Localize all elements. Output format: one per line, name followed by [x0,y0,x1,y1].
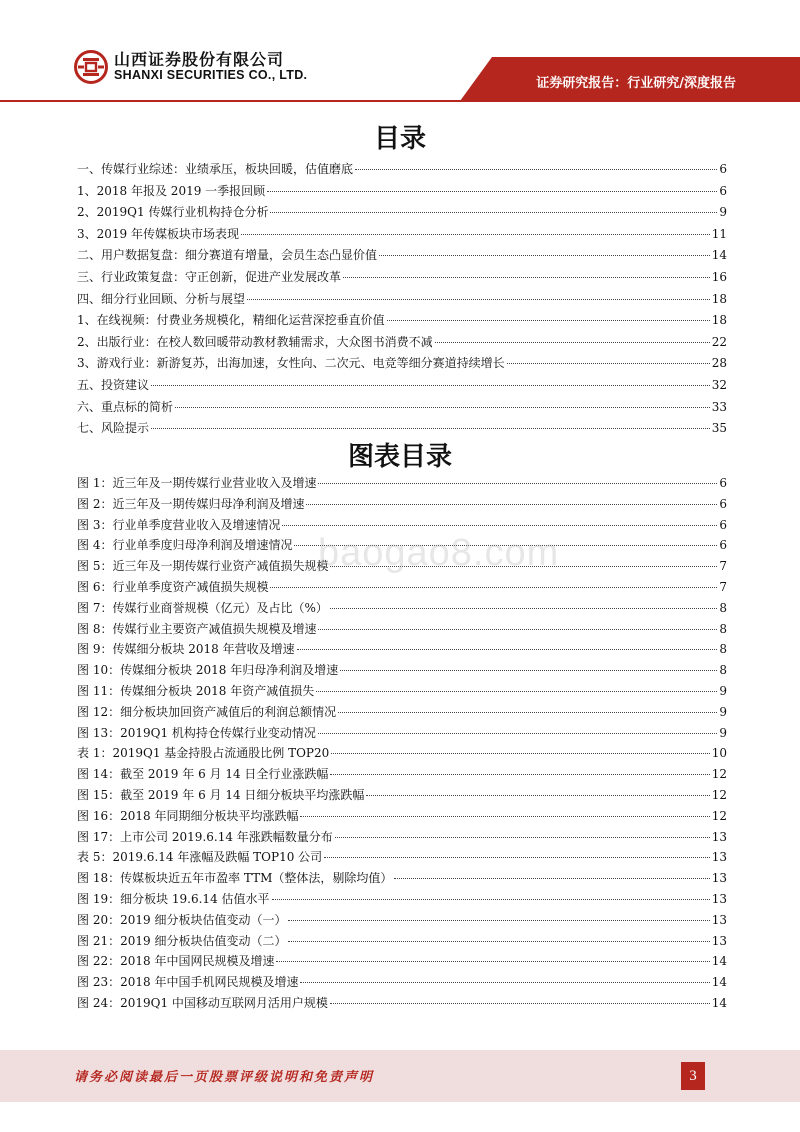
figure-entry-text: 图 1：近三年及一期传媒行业营业收入及增速 [77,476,317,490]
dot-leader [324,856,710,858]
toc-entry-text: 六、重点标的简析 [77,399,174,414]
figure-entry-page: 12 [711,808,727,823]
toc-entry-page: 11 [711,226,727,241]
dot-leader [175,406,710,408]
figure-entry[interactable] [77,869,727,890]
figure-entry[interactable] [77,807,727,828]
dot-leader [300,815,709,817]
toc-entry-text: 1、2018 年报及 2019 一季报回顾 [77,183,266,198]
figure-entry-page: 9 [719,704,727,719]
figure-entry-text: 图 12：细分板块加回资产减值后的利润总额情况 [77,704,337,719]
dot-leader [340,669,717,671]
company-name-cn: 山西证券股份有限公司 [114,50,285,70]
dot-leader [331,752,709,754]
page-header [0,0,800,100]
toc-entry-page: 33 [711,399,727,414]
dot-leader [270,211,717,213]
figure-entry-text: 图 18：传媒板块近五年市盈率 TTM（整体法，剔除均值） [77,871,393,886]
toc-entry-text: 三、行业政策复盘：守正创新，促进产业发展改革 [77,269,342,284]
figure-entry[interactable] [77,848,727,869]
figure-entry-text: 图 3：行业单季度营业收入及增速情况 [77,517,281,532]
toc-entry[interactable] [77,333,727,355]
dot-leader [316,690,717,692]
figure-entry[interactable] [77,578,727,599]
toc-entry-page: 6 [719,162,727,176]
dot-leader [330,773,709,775]
figure-entry-text: 图 7：传媒行业商誉规模（亿元）及占比（%） [77,600,328,615]
figure-entry-page: 8 [719,663,727,678]
dot-leader [272,898,710,900]
toc-entry-page: 9 [719,205,727,220]
dot-leader [318,732,717,734]
dot-leader [318,482,717,484]
figure-entry-page: 13 [711,850,727,865]
figure-entry[interactable] [77,620,727,641]
company-logo [74,50,307,84]
figure-entry-text: 图 4：行业单季度归母净利润及增速情况 [77,538,293,553]
dot-leader [507,362,710,364]
toc-entry-page: 32 [711,377,727,392]
figure-entry-text: 图 16：2018 年同期细分板块平均涨跌幅 [77,808,299,823]
dot-leader [282,524,717,526]
figure-entry-page: 6 [719,496,727,511]
figure-entry-text: 图 20：2019 细分板块估值变动（一） [77,912,287,927]
dot-leader [267,190,717,192]
figure-entry[interactable] [77,786,727,807]
figure-entry-page: 13 [711,829,727,844]
toc-entry-page: 35 [711,421,727,436]
figure-entry-page: 6 [719,476,727,490]
figure-entry[interactable] [77,932,727,953]
toc-entry[interactable] [77,311,727,333]
figure-entry[interactable] [77,890,727,911]
company-logo-icon [74,50,108,84]
figure-entry-page: 12 [711,767,727,782]
figure-entry-page: 14 [711,975,727,990]
figure-entry-text: 图 8：传媒行业主要资产减值损失规模及增速 [77,621,317,636]
toc-entry-text: 四、细分行业回顾、分析与展望 [77,291,246,306]
figure-entry-text: 图 23：2018 年中国手机网民规模及增速 [77,975,299,990]
toc-entry[interactable] [77,398,727,420]
dot-leader [241,233,710,235]
figure-entry-text: 图 6：行业单季度资产减值损失规模 [77,579,269,594]
dot-leader [151,427,710,429]
figure-entry[interactable] [77,661,727,682]
figure-entry-text: 图 24：2019Q1 中国移动互联网月活用户规模 [77,995,328,1010]
watermark: baogao8.com [318,532,560,574]
toc-entry-text: 2、出版行业：在校人数回暖带动教材教辅需求，大众图书消费不减 [77,334,433,349]
figure-entry-page: 7 [719,559,727,574]
toc-entry-page: 16 [711,269,727,284]
dot-leader [338,711,717,713]
toc-entry-text: 3、游戏行业：新游复苏，出海加速，女性向、二次元、电竞等细分赛道持续增长 [77,356,505,371]
figure-entry-text: 图 22：2018 年中国网民规模及增速 [77,954,275,969]
dot-leader [151,384,710,386]
dot-leader [435,341,710,343]
figure-entry-text: 图 11：传媒细分板块 2018 年资产减值损失 [77,683,315,698]
figure-entry-page: 10 [711,746,727,761]
figure-entry-page: 8 [719,642,727,657]
figure-entry-page: 6 [719,517,727,532]
figure-entry[interactable] [77,952,727,973]
figure-entry-page: 14 [711,995,727,1010]
dot-leader [355,168,717,170]
dot-leader [330,607,718,609]
dot-leader [276,960,709,962]
header-divider [0,100,800,102]
report-type-label: 证券研究报告：行业研究/深度报告 [536,76,736,91]
page-footer [0,1050,800,1102]
figure-entry-text: 表 1：2019Q1 基金持股占流通股比例 TOP20 [77,746,330,761]
figure-entry-page: 13 [711,871,727,886]
toc-entry-page: 6 [719,183,727,198]
figure-entry-text: 图 19：细分板块 19.6.14 估值水平 [77,891,270,906]
dot-leader [394,877,709,879]
toc-entry-text: 五、投资建议 [77,377,150,392]
figure-entry-page: 13 [711,912,727,927]
dot-leader [343,276,710,278]
dot-leader [335,836,710,838]
figure-entry[interactable] [77,724,727,745]
figure-entry-text: 图 10：传媒细分板块 2018 年归母净利润及增速 [77,663,339,678]
toc-entry-page: 18 [711,291,727,306]
toc-entry[interactable] [77,268,727,290]
toc-entry-text: 3、2019 年传媒板块市场表现 [77,226,239,241]
figure-entry-text: 图 5：近三年及一期传媒行业资产减值损失规模 [77,559,329,574]
figure-entry-page: 8 [719,600,727,615]
toc-entry-page: 14 [711,248,727,263]
toc-entry-page: 18 [711,313,727,328]
figure-entry-text: 图 17：上市公司 2019.6.14 年涨跌幅数量分布 [77,829,333,844]
figure-entry[interactable] [77,703,727,724]
figure-entry-page: 9 [719,683,727,698]
dot-leader [379,254,710,256]
figure-entry-page: 13 [711,891,727,906]
toc-entry[interactable] [77,290,727,312]
figure-entry[interactable] [77,994,727,1015]
figure-entry[interactable] [77,495,727,516]
figure-entry-text: 图 15：截至 2019 年 6 月 14 日细分板块平均涨跌幅 [77,787,365,802]
figure-entry[interactable] [77,599,727,620]
dot-leader [318,628,717,630]
figure-entry[interactable] [77,911,727,932]
dot-leader [247,298,710,300]
toc-list [77,160,727,441]
figure-entry-page: 7 [719,579,727,594]
figures-title: 图表目录 [347,442,452,472]
dot-leader [270,586,717,588]
figure-entry-page: 14 [711,954,727,969]
figure-entry[interactable] [77,828,727,849]
toc-entry[interactable] [77,246,727,268]
toc-entry-text: 一、传媒行业综述：业绩承压，板块回暖，估值磨底 [77,162,354,176]
figure-entry[interactable] [77,744,727,765]
dot-leader [330,1002,710,1004]
figure-entry[interactable] [77,640,727,661]
toc-title: 目录 [373,124,426,154]
figure-entry-page: 13 [711,933,727,948]
figure-entry-text: 图 9：传媒细分板块 2018 年营收及增速 [77,642,295,657]
toc-entry[interactable] [77,203,727,225]
figure-entry[interactable] [77,474,727,495]
figure-entry[interactable] [77,973,727,994]
toc-entry-text: 七、风险提示 [77,421,150,436]
figure-entry[interactable] [77,765,727,786]
dot-leader [306,503,717,505]
dot-leader [288,919,709,921]
toc-entry-text: 2、2019Q1 传媒行业机构持仓分析 [77,205,269,220]
toc-entry-text: 1、在线视频：付费业务规模化，精细化运营深挖垂直价值 [77,313,385,328]
figure-entry-page: 6 [719,538,727,553]
figure-entry-text: 图 2：近三年及一期传媒归母净利润及增速 [77,496,305,511]
figure-entry-page: 9 [719,725,727,740]
toc-entry-page: 22 [711,334,727,349]
toc-entry[interactable] [77,225,727,247]
toc-entry-text: 二、用户数据复盘：细分赛道有增量，会员生态凸显价值 [77,248,378,263]
toc-entry[interactable] [77,182,727,204]
figure-entry-page: 8 [719,621,727,636]
figure-entry-page: 12 [711,787,727,802]
dot-leader [366,794,709,796]
figure-entry-text: 图 14：截至 2019 年 6 月 14 日全行业涨跌幅 [77,767,329,782]
toc-entry[interactable] [77,160,727,182]
toc-entry[interactable] [77,354,727,376]
figure-entry-text: 图 13：2019Q1 机构持仓传媒行业变动情况 [77,725,316,740]
footer-disclaimer: 请务必阅读最后一页股票评级说明和免责声明 [74,1070,375,1085]
page-number: 3 [681,1062,705,1090]
company-name-en: SHANXI SECURITIES CO., LTD. [114,67,308,82]
dot-leader [297,648,718,650]
dot-leader [387,319,710,321]
toc-entry[interactable] [77,376,727,398]
figure-entry[interactable] [77,682,727,703]
dot-leader [288,940,709,942]
dot-leader [300,981,709,983]
toc-entry-page: 28 [711,356,727,371]
figure-entry-text: 图 21：2019 细分板块估值变动（二） [77,933,287,948]
figure-entry-text: 表 5：2019.6.14 年涨幅及跌幅 TOP10 公司 [77,850,323,865]
